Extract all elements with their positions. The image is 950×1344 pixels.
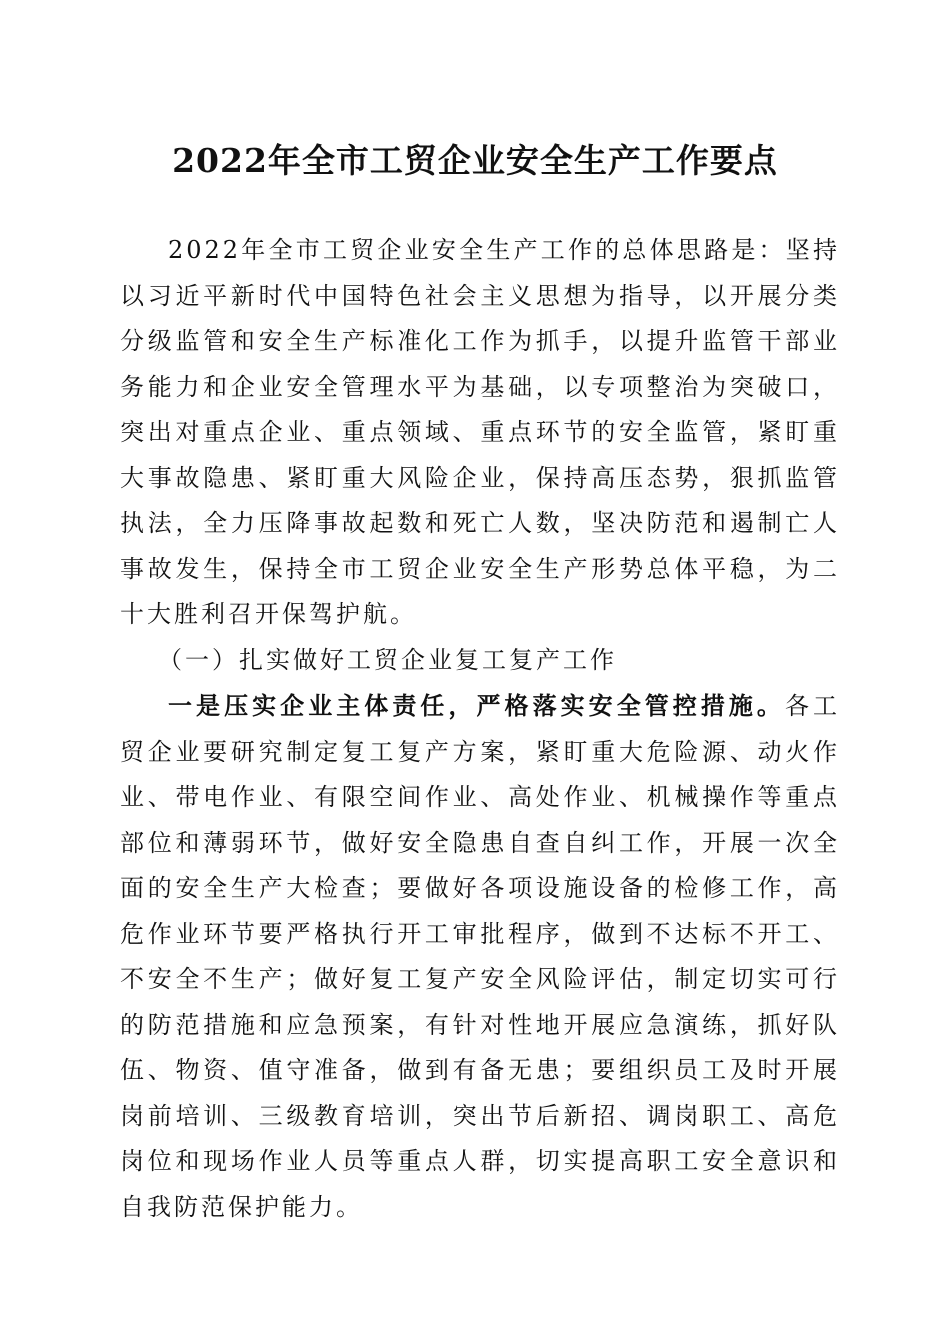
section-heading-1: （一）扎实做好工贸企业复工复产工作 [158, 645, 617, 674]
section-1-item-1-paragraph [120, 683, 840, 1230]
document-body [120, 228, 840, 1230]
intro-paragraph: 2022年全市工贸企业安全生产工作的总体思路是：坚持以习近平新时代中国特色社会主义思想为指导，以开展分类分级监管和安全生产标准化工作为抓手，以提升监管干部业务能力和企业安全管理水平为基础，以专项整治为突破口，突出对重点企业、重点领域、重点环节的安全监管，紧盯重大事故隐患、紧盯重大风险企业，保持高压态势，狠抓监管执法，全力压降事故起数和死亡人数，坚决防范和遏制亡人事故发生，保持全市工贸企业安全生产形势总体平稳，为二十大胜利召开保驾护航。 [120, 236, 840, 628]
document-title: 2022年全市工贸企业安全生产工作要点 [172, 141, 778, 180]
section-1-item-1-lead: 一是压实企业主体责任，严格落实安全管控措施。 [168, 691, 785, 720]
section-1-item-1-text: 各工贸企业要研究制定复工复产方案，紧盯重大危险源、动火作业、带电作业、有限空间作业、高处作业、机械操作等重点部位和薄弱环节，做好安全隐患自查自纠工作，开展一次全面的安全生产大检查；要做好各项设施设备的检修工作，高危作业环节要严格执行开工审批程序，做到不达标不开工、不安全不生产；做好复工复产安全风险评估，制定切实可行的防范措施和应急预案，有针对性地开展应急演练，抓好队伍、物资、值守准备，做到有备无患；要组织员工及时开展岗前培训、三级教育培训，突出节后新招、调岗职工、高危岗位和现场作业人员等重点人群，切实提高职工安全意识和自我防范保护能力。 [120, 692, 841, 1221]
